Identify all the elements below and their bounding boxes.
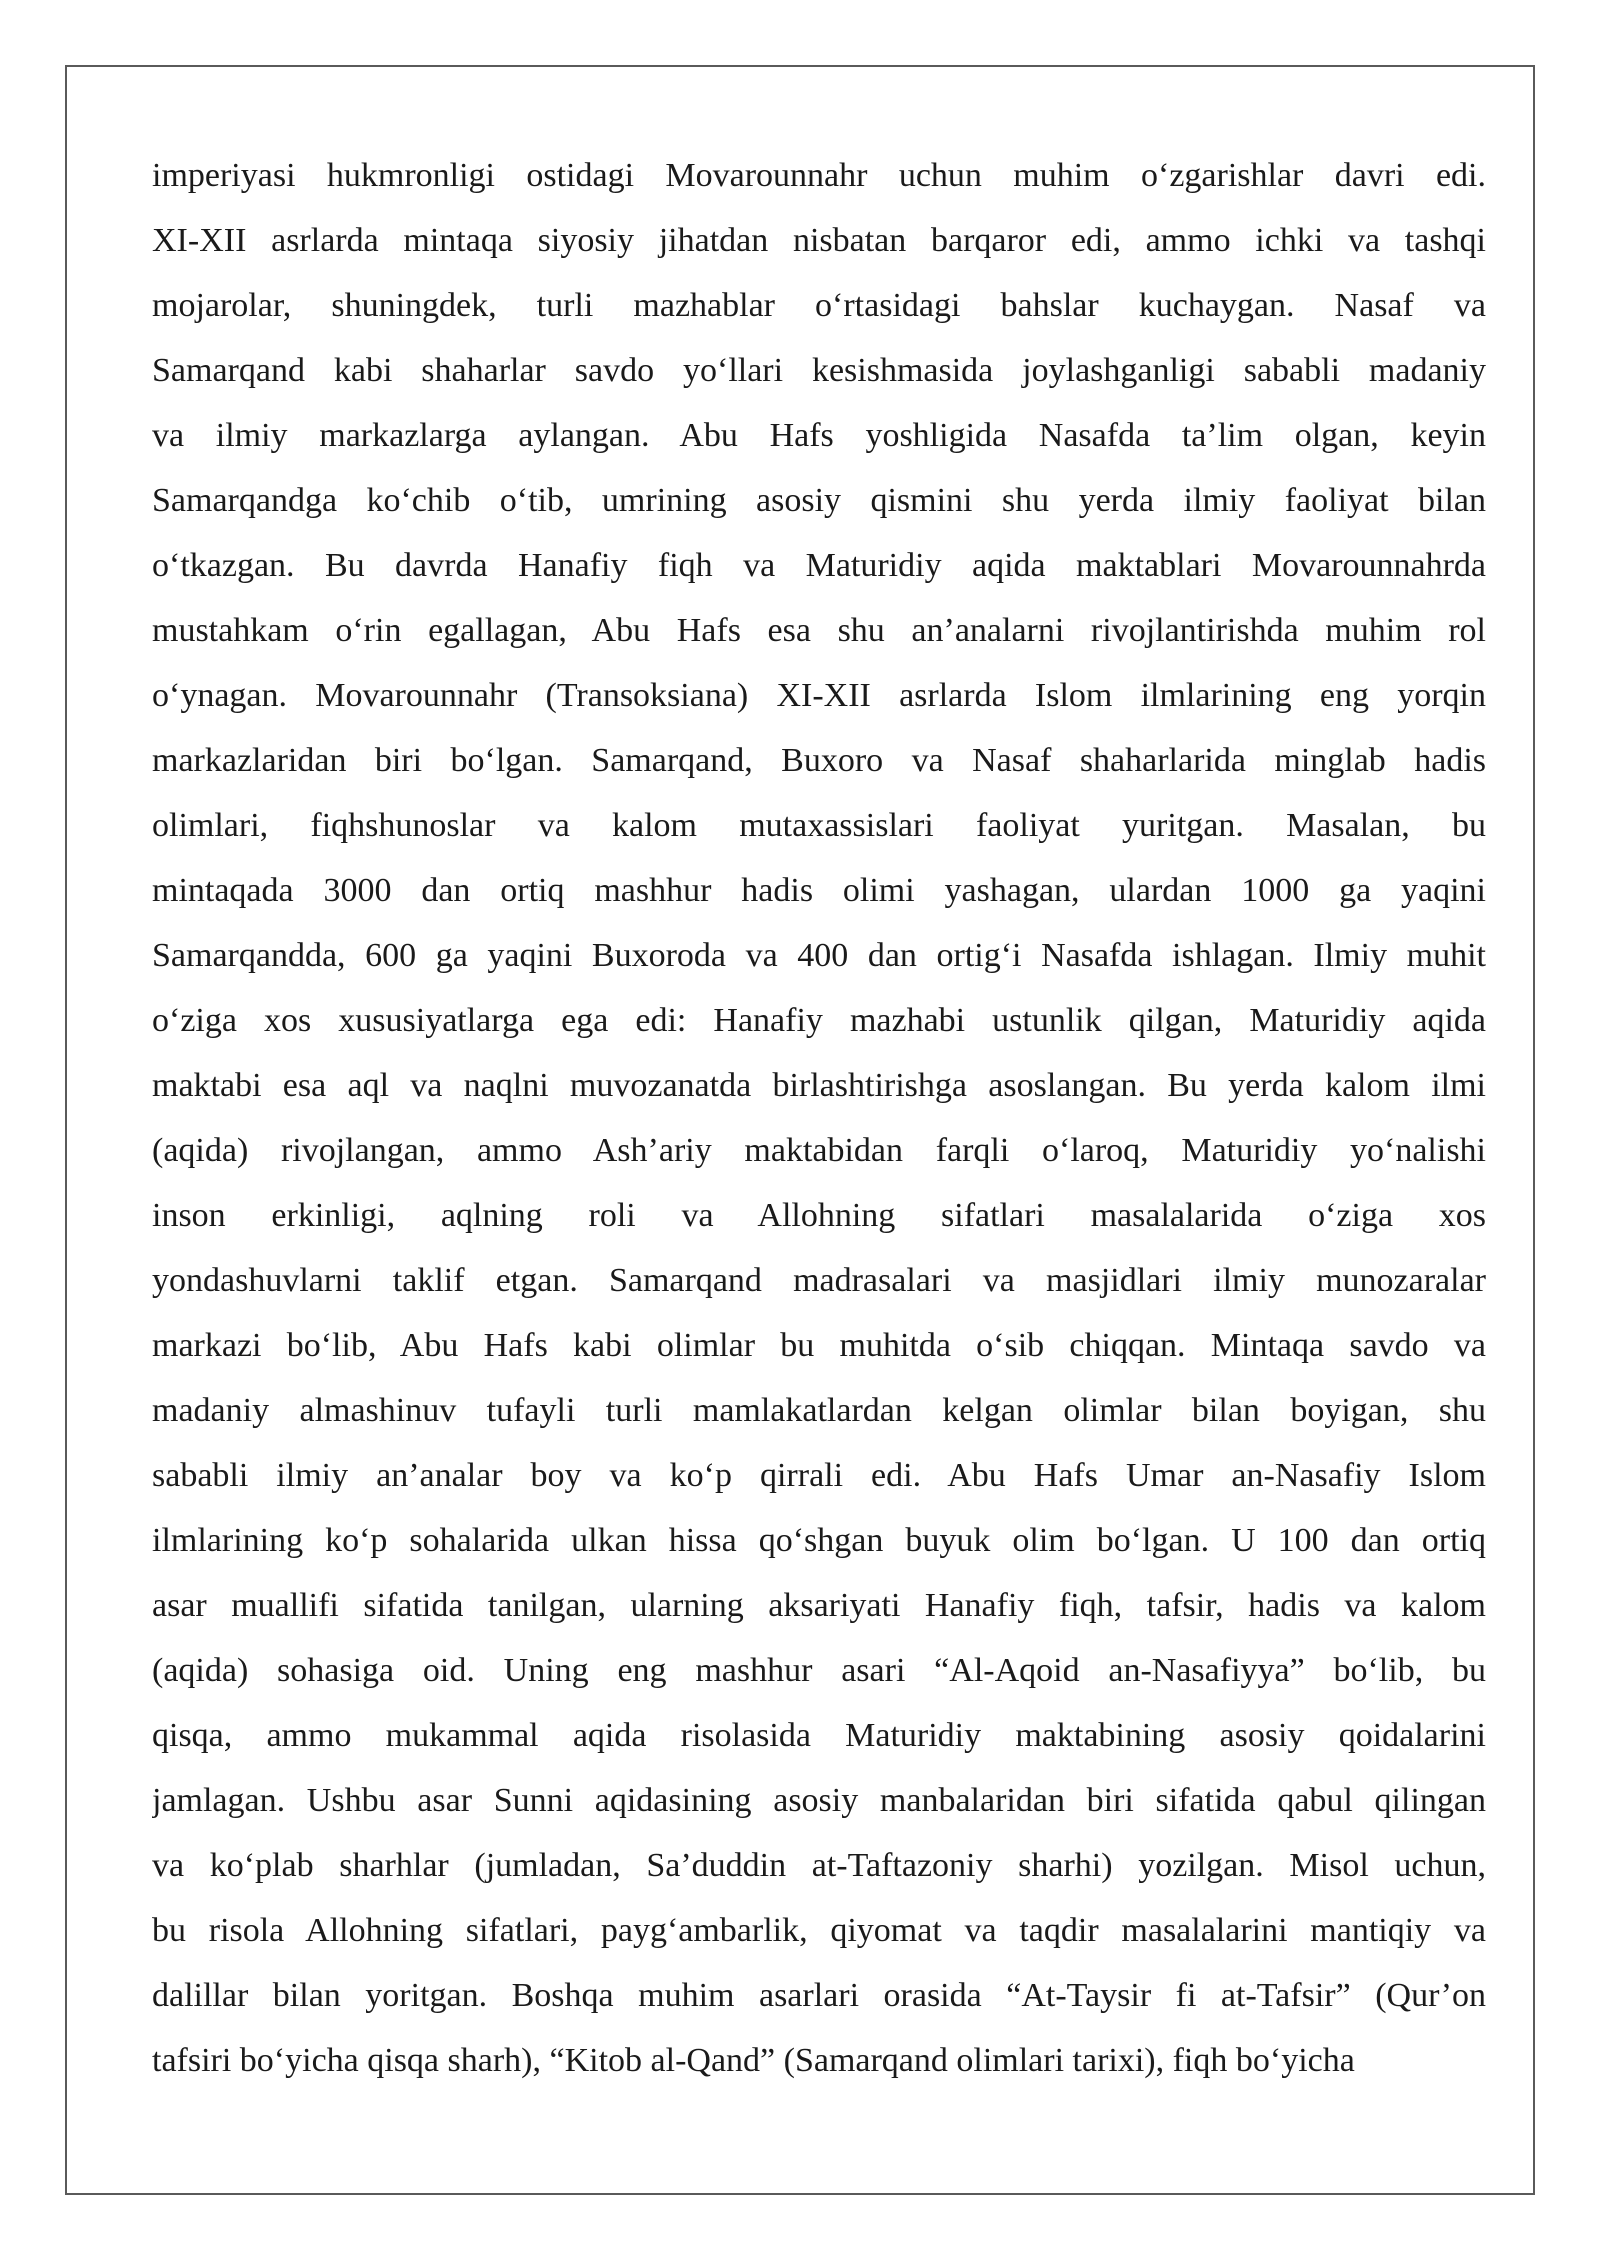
text-line: sababli ilmiy an’analar boy va koʻp qirrali edi. Abu Hafs Umar an-Nasafiy Islom <box>152 1457 1486 1494</box>
text-line: jamlagan. Ushbu asar Sunni aqidasining asosiy manbalaridan biri sifatida qabul qilingan <box>152 1782 1486 1819</box>
body-paragraph <box>152 150 1486 2100</box>
text-line: asar muallifi sifatida tanilgan, ularning aksariyati Hanafiy fiqh, tafsir, hadis va kalom <box>152 1587 1486 1624</box>
text-line: ilmlarining koʻp sohalarida ulkan hissa qoʻshgan buyuk olim boʻlgan. U 100 dan ortiq <box>152 1522 1486 1559</box>
text-line: bu risola Allohning sifatlari, paygʻambarlik, qiyomat va taqdir masalalarini mantiqiy va <box>152 1912 1486 1949</box>
text-line: maktabi esa aql va naqlni muvozanatda birlashtirishga asoslangan. Bu yerda kalom ilmi <box>152 1067 1486 1104</box>
text-line: tafsiri boʻyicha qisqa sharh), “Kitob al-Qand” (Samarqand olimlari tarixi), fiqh boʻyicha <box>152 2042 1355 2079</box>
text-line: markazi boʻlib, Abu Hafs kabi olimlar bu muhitda oʻsib chiqqan. Mintaqa savdo va <box>152 1327 1486 1364</box>
text-line: yondashuvlarni taklif etgan. Samarqand madrasalari va masjidlari ilmiy munozaralar <box>152 1262 1486 1299</box>
text-line: oʻziga xos xususiyatlarga ega edi: Hanafiy mazhabi ustunlik qilgan, Maturidiy aqida <box>152 1002 1486 1039</box>
text-line: (aqida) sohasiga oid. Uning eng mashhur asari “Al-Aqoid an-Nasafiyya” boʻlib, bu <box>152 1652 1486 1689</box>
text-line: markazlaridan biri boʻlgan. Samarqand, Buxoro va Nasaf shaharlarida minglab hadis <box>152 742 1486 779</box>
text-line: Samarqandga koʻchib oʻtib, umrining asosiy qismini shu yerda ilmiy faoliyat bilan <box>152 482 1486 519</box>
text-line: XI-XII asrlarda mintaqa siyosiy jihatdan nisbatan barqaror edi, ammo ichki va tashqi <box>152 222 1486 259</box>
text-line: inson erkinligi, aqlning roli va Allohning sifatlari masalalarida oʻziga xos <box>152 1197 1486 1234</box>
text-line: qisqa, ammo mukammal aqida risolasida Maturidiy maktabining asosiy qoidalarini <box>152 1717 1486 1754</box>
text-line: (aqida) rivojlangan, ammo Ash’ariy maktabidan farqli oʻlaroq, Maturidiy yoʻnalishi <box>152 1132 1486 1169</box>
text-line: va ilmiy markazlarga aylangan. Abu Hafs yoshligida Nasafda ta’lim olgan, keyin <box>152 417 1486 454</box>
text-line: oʻynagan. Movarounnahr (Transoksiana) XI-XII asrlarda Islom ilmlarining eng yorqin <box>152 677 1486 714</box>
text-line: imperiyasi hukmronligi ostidagi Movarounnahr uchun muhim oʻzgarishlar davri edi. <box>152 157 1486 194</box>
text-line: oʻtkazgan. Bu davrda Hanafiy fiqh va Maturidiy aqida maktablari Movarounnahrda <box>152 547 1486 584</box>
text-line: mustahkam oʻrin egallagan, Abu Hafs esa shu an’analarni rivojlantirishda muhim rol <box>152 612 1486 649</box>
text-line: va koʻplab sharhlar (jumladan, Sa’duddin at-Taftazoniy sharhi) yozilgan. Misol uchun, <box>152 1847 1486 1884</box>
text-line: madaniy almashinuv tufayli turli mamlakatlardan kelgan olimlar bilan boyigan, shu <box>152 1392 1486 1429</box>
text-line: mintaqada 3000 dan ortiq mashhur hadis olimi yashagan, ulardan 1000 ga yaqini <box>152 872 1486 909</box>
text-line: Samarqand kabi shaharlar savdo yoʻllari kesishmasida joylashganligi sababli madaniy <box>152 352 1486 389</box>
text-line: olimlari, fiqhshunoslar va kalom mutaxassislari faoliyat yuritgan. Masalan, bu <box>152 807 1486 844</box>
text-line: Samarqandda, 600 ga yaqini Buxoroda va 400 dan ortigʻi Nasafda ishlagan. Ilmiy muhit <box>152 937 1486 974</box>
text-line: dalillar bilan yoritgan. Boshqa muhim asarlari orasida “At-Taysir fi at-Tafsir” (Qur’on <box>152 1977 1486 2014</box>
text-line: mojarolar, shuningdek, turli mazhablar oʻrtasidagi bahslar kuchaygan. Nasaf va <box>152 287 1486 324</box>
